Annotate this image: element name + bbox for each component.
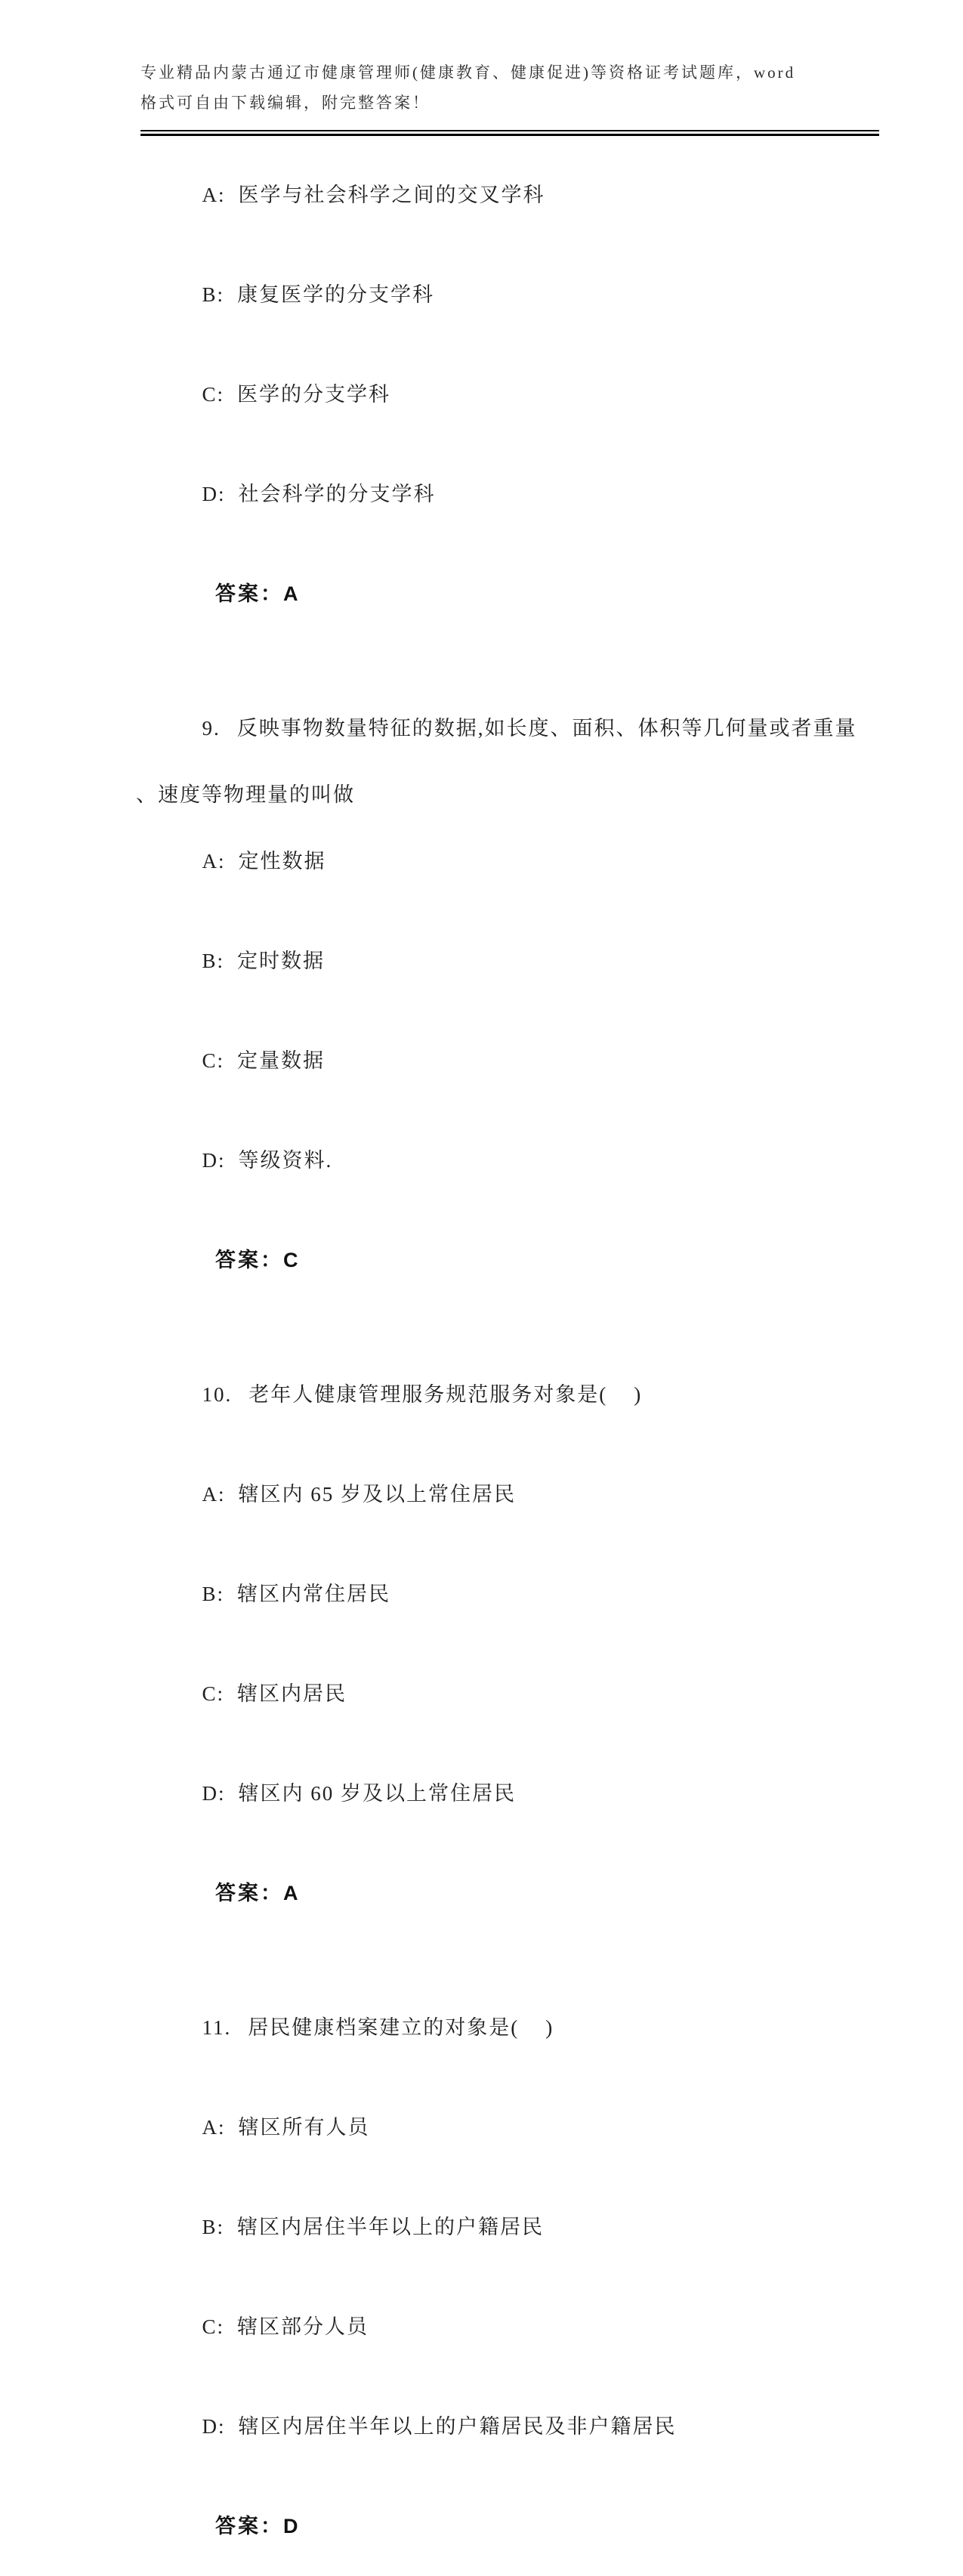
option-row [136, 245, 887, 344]
option-row [136, 444, 887, 544]
option-letter: A: [202, 1483, 226, 1506]
question-text-continuation: 、速度等物理量的叫做 [136, 783, 355, 806]
header-rule-thick-line [140, 134, 879, 136]
option-text: 等级资料. [238, 1149, 333, 1172]
option-row [136, 145, 887, 245]
option-row [136, 2077, 887, 2177]
option-text: 辖区内居民 [237, 1682, 347, 1705]
option-row [136, 1110, 887, 1210]
option-row [136, 2277, 887, 2377]
answer-value: C [283, 1249, 301, 1271]
option-letter: A: [202, 2116, 226, 2139]
option-letter: B: [202, 1583, 225, 1605]
header-rule [140, 130, 879, 136]
question-number: 10. [202, 1383, 233, 1406]
answer-row [136, 2476, 887, 2576]
answer-label: 答案： [215, 2515, 284, 2537]
answer-row [136, 1210, 887, 1310]
option-letter: D: [202, 483, 226, 505]
option-text: 辖区所有人员 [238, 2116, 370, 2139]
option-letter: C: [202, 383, 225, 406]
option-row [136, 2377, 887, 2476]
option-letter: B: [202, 950, 225, 972]
option-text: 定性数据 [238, 850, 326, 873]
option-letter: D: [202, 1782, 226, 1805]
spacer [136, 1943, 887, 1978]
option-row [136, 344, 887, 444]
question-block-9 [136, 678, 887, 1310]
option-letter: C: [202, 1049, 225, 1072]
option-row [136, 1544, 887, 1644]
option-row [136, 811, 887, 911]
question-block-10 [136, 1345, 887, 1943]
option-row [136, 1644, 887, 1744]
answer-label: 答案： [215, 1882, 284, 1904]
option-letter: B: [202, 283, 225, 306]
header-line-1: 专业精品内蒙古通辽市健康管理师(健康教育、健康促进)等资格证考试题库，word [140, 63, 796, 82]
answer-value: A [283, 1882, 301, 1904]
answer-label: 答案： [215, 1249, 284, 1271]
option-letter: D: [202, 1149, 226, 1172]
option-text: 辖区内居住半年以上的户籍居民 [237, 2216, 545, 2238]
question-number: 9. [202, 717, 221, 740]
option-text: 医学的分支学科 [237, 383, 391, 406]
option-row [136, 1444, 887, 1544]
option-row [136, 1011, 887, 1110]
option-text: 社会科学的分支学科 [238, 483, 436, 505]
question-number: 11. [202, 2016, 232, 2039]
option-text: 医学与社会科学之间的交叉学科 [238, 184, 545, 206]
question-text-row [136, 1345, 887, 1444]
answer-row [136, 1843, 887, 1943]
header-line-2: 格式可自由下载编辑，附完整答案！ [140, 94, 431, 112]
option-row [136, 911, 887, 1011]
option-text: 辖区内 60 岁及以上常住居民 [238, 1782, 516, 1805]
option-text: 辖区内常住居民 [237, 1583, 391, 1605]
option-letter: B: [202, 2216, 225, 2238]
question-block-8 [136, 145, 887, 644]
question-text: 居民健康档案建立的对象是( ) [248, 2016, 554, 2039]
option-letter: C: [202, 1682, 225, 1705]
spacer [136, 1310, 887, 1345]
question-text: 反映事物数量特征的数据,如长度、面积、体积等几何量或者重量 [236, 717, 857, 740]
question-text: 老年人健康管理服务规范服务对象是( ) [248, 1383, 643, 1406]
answer-label: 答案： [215, 582, 284, 605]
option-text: 康复医学的分支学科 [237, 283, 435, 306]
question-block-11 [136, 1978, 887, 2576]
option-row [136, 1744, 887, 1843]
option-row [136, 2177, 887, 2277]
answer-row [136, 544, 887, 644]
option-text: 定时数据 [237, 950, 326, 972]
option-letter: D: [202, 2415, 226, 2438]
question-text-row [136, 1978, 887, 2077]
document-body [136, 145, 887, 2576]
option-text: 辖区内居住半年以上的户籍居民及非户籍居民 [238, 2415, 677, 2438]
question-text-row [136, 678, 887, 778]
option-text: 辖区内 65 岁及以上常住居民 [238, 1483, 516, 1506]
option-letter: C: [202, 2315, 225, 2338]
answer-value: A [283, 582, 301, 605]
option-text: 定量数据 [237, 1049, 326, 1072]
option-letter: A: [202, 850, 226, 873]
option-text: 辖区部分人员 [237, 2315, 369, 2338]
option-letter: A: [202, 184, 226, 206]
answer-value: D [283, 2515, 301, 2537]
header-disclaimer [140, 57, 850, 118]
spacer [136, 644, 887, 678]
